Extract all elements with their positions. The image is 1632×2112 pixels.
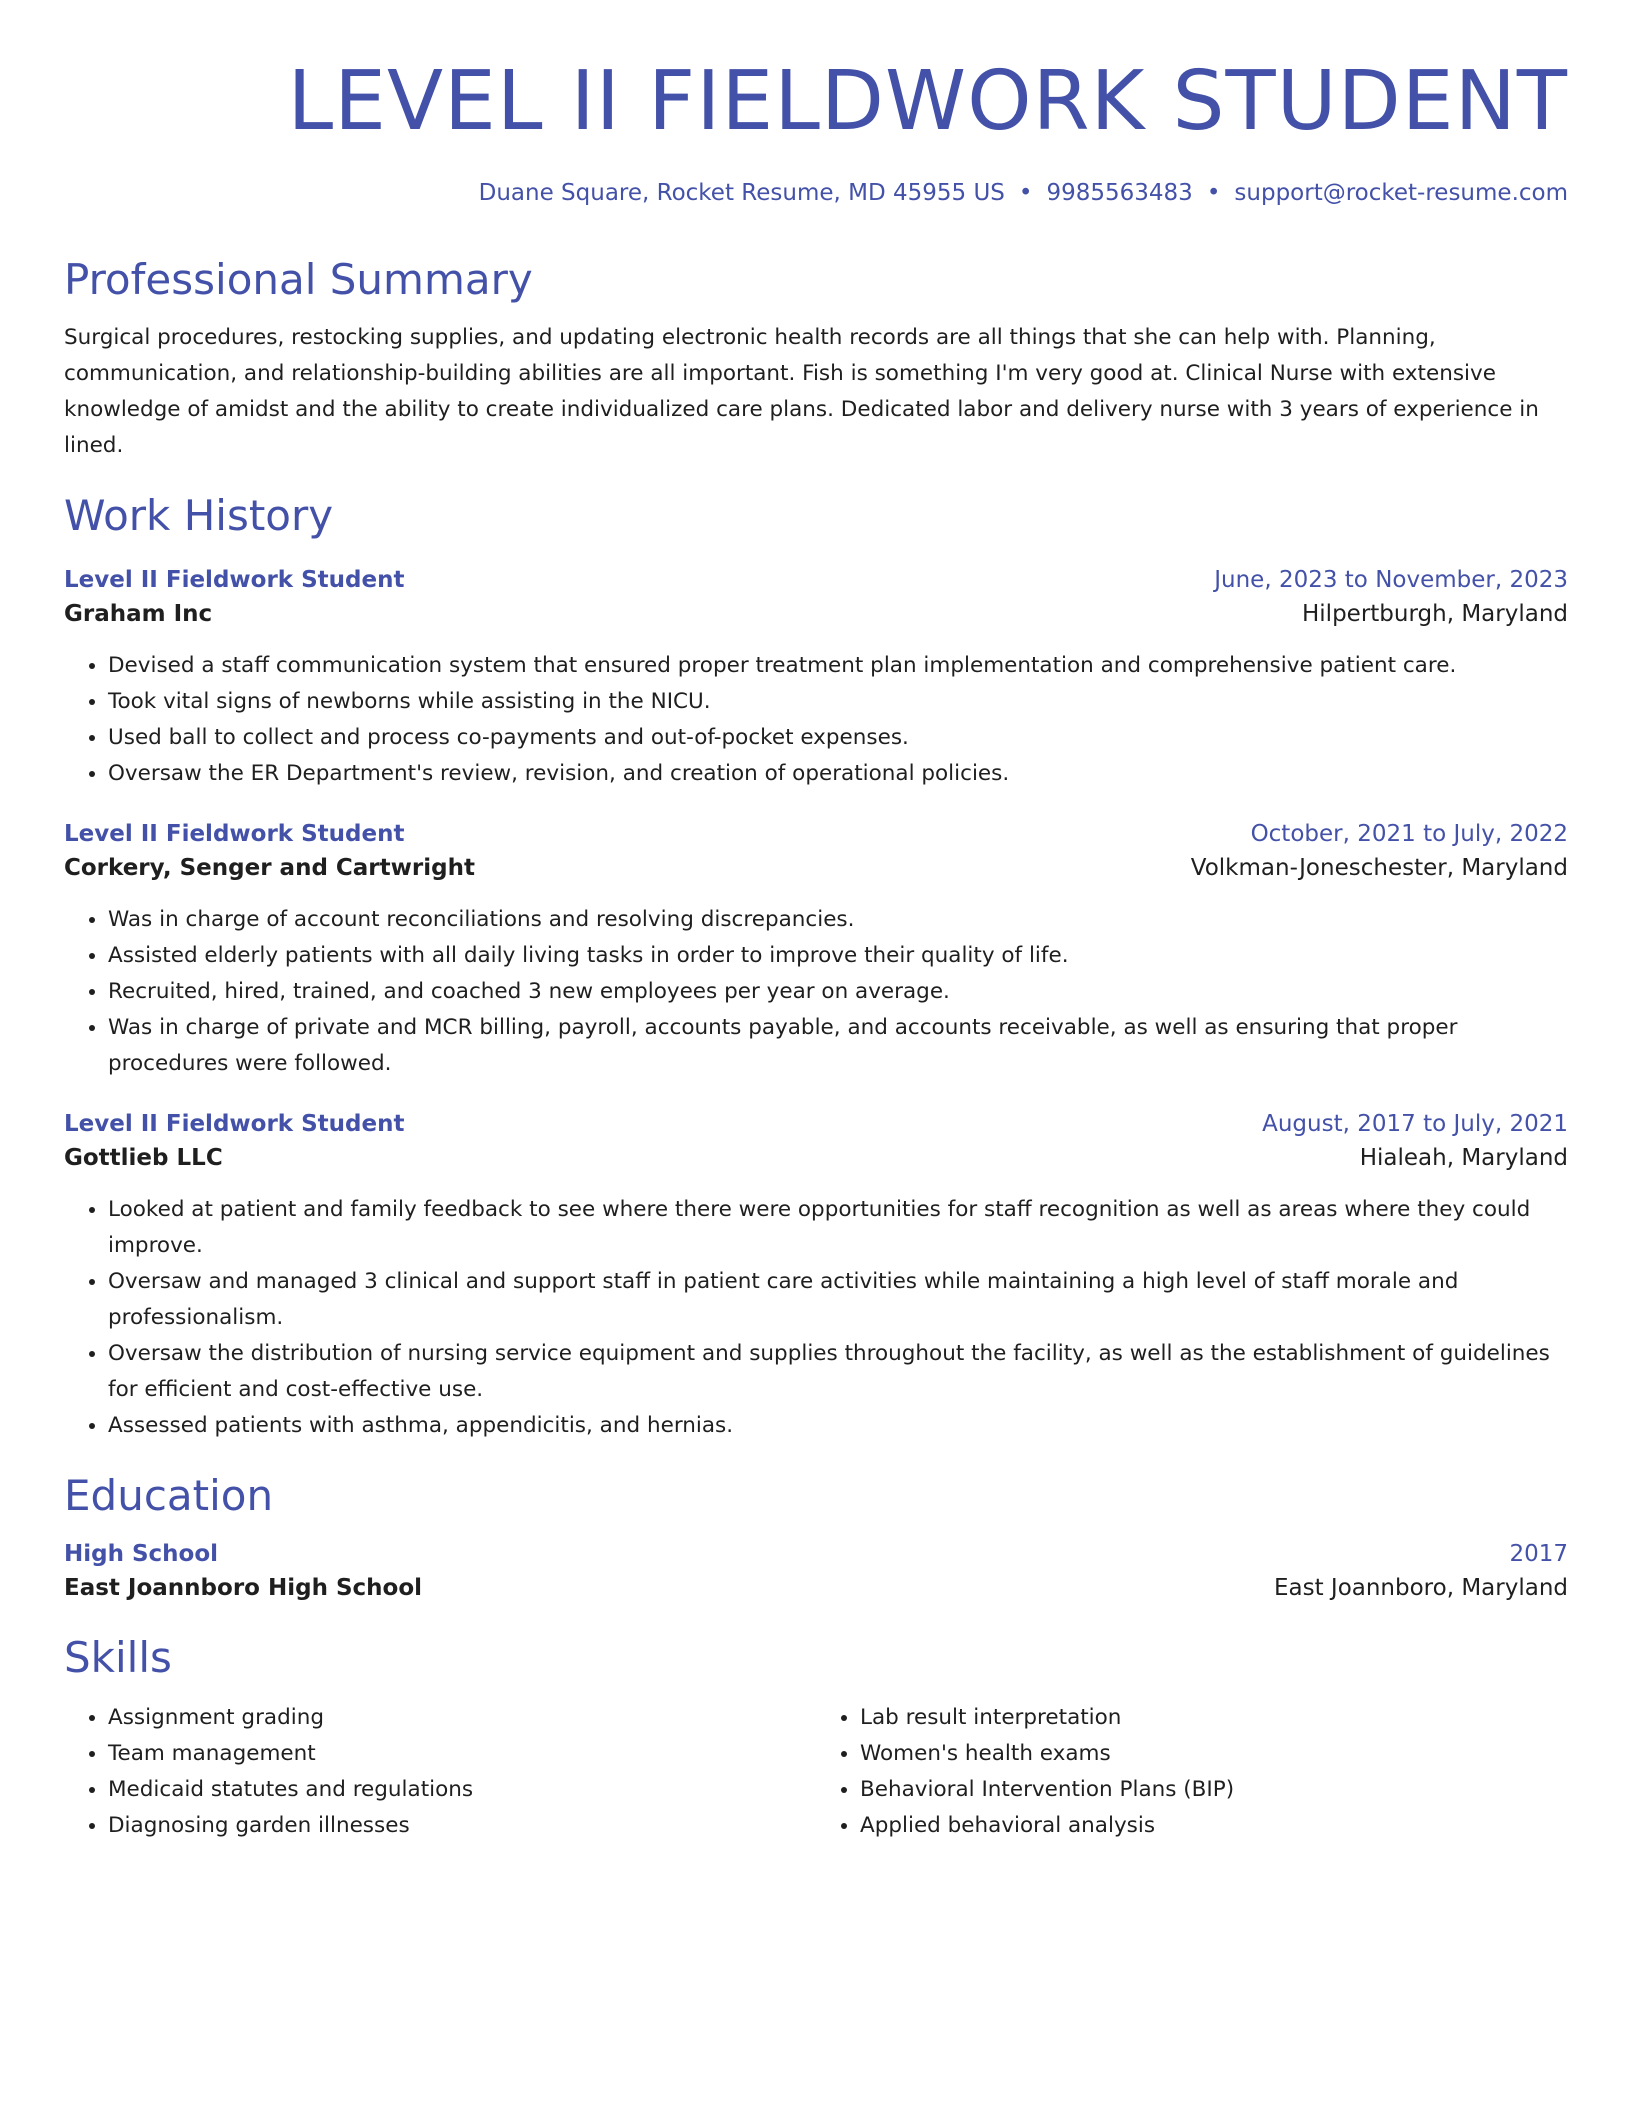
summary-heading: Professional Summary	[64, 255, 533, 304]
job-bullet: • Was in charge of account reconciliations and resolving discrepancies.	[108, 902, 1568, 938]
contact-separator: •	[1206, 180, 1221, 206]
job-bullet: • Looked at patient and family feedback to see where there were opportunities for staff recognition as well as areas where they could improve.	[108, 1192, 1568, 1264]
skill-item: • Diagnosing garden illnesses	[108, 1808, 816, 1844]
job-bullet: • Oversaw the ER Department's review, revision, and creation of operational policies.	[108, 756, 1568, 792]
skill-item: • Behavioral Intervention Plans (BIP)	[860, 1772, 1568, 1808]
job-bullet: • Was in charge of private and MCR billing, payroll, accounts payable, and accounts receivable, as well as ensuring that proper procedures were followed.	[108, 1010, 1568, 1082]
job-company: Gottlieb LLC	[64, 1145, 223, 1171]
skill-item: • Assignment grading	[108, 1700, 816, 1736]
skill-item: • Medicaid statutes and regulations	[108, 1772, 816, 1808]
summary-text: Surgical procedures, restocking supplies, and updating electronic health records are all things that she can help with. Planning, communication, and relationship-building abilities are all important. Fish is something I'm very good at. Clinical Nurse with extensive knowledge of amidst and the ability to create individualized care plans. Dedicated labor and delivery nurse with 3 years of experience in lined.	[64, 325, 1539, 458]
job-company: Graham Inc	[64, 601, 213, 627]
education-degree: High School	[64, 1541, 219, 1567]
education-school: East Joannboro High School	[64, 1575, 423, 1601]
resume-name: LEVEL II FIELDWORK STUDENT	[287, 54, 1568, 149]
contact-separator: •	[1018, 180, 1033, 206]
job-entry	[64, 818, 1568, 1082]
skills-heading: Skills	[64, 1633, 172, 1682]
job-bullet: • Devised a staff communication system that ensured proper treatment plan implementation and comprehensive patient care.	[108, 648, 1568, 684]
job-location: Volkman-Joneschester, Maryland	[1190, 855, 1568, 881]
job-entry	[64, 1108, 1568, 1444]
contact-address: Duane Square, Rocket Resume, MD 45955 US	[478, 180, 1005, 206]
job-bullet: • Assisted elderly patients with all daily living tasks in order to improve their quality of life.	[108, 938, 1568, 974]
job-role: Level II Fieldwork Student	[64, 821, 405, 847]
job-dates: August, 2017 to July, 2021	[1262, 1111, 1568, 1137]
education-heading: Education	[64, 1471, 274, 1520]
contact-email: support@rocket-resume.com	[1234, 180, 1568, 206]
skill-item: • Lab result interpretation	[860, 1700, 1568, 1736]
work-history-heading: Work History	[64, 491, 334, 540]
contact-phone: 9985563483	[1046, 180, 1193, 206]
job-company: Corkery, Senger and Cartwright	[64, 855, 475, 881]
job-bullet: • Oversaw and managed 3 clinical and support staff in patient care activities while maintaining a high level of staff morale and professionalism.	[108, 1264, 1568, 1336]
skill-item: • Applied behavioral analysis	[860, 1808, 1568, 1844]
job-role: Level II Fieldwork Student	[64, 1111, 405, 1137]
job-bullets	[64, 1192, 1568, 1444]
job-location: Hilpertburgh, Maryland	[1302, 601, 1568, 627]
job-location: Hialeah, Maryland	[1359, 1145, 1568, 1171]
job-bullet: • Used ball to collect and process co-payments and out-of-pocket expenses.	[108, 720, 1568, 756]
contact-line	[64, 178, 1568, 208]
skills-column-right	[816, 1700, 1568, 1844]
job-dates: October, 2021 to July, 2022	[1250, 821, 1568, 847]
skill-item: • Team management	[108, 1736, 816, 1772]
skill-item: • Women's health exams	[860, 1736, 1568, 1772]
education-entry	[64, 1538, 1568, 1606]
job-bullet: • Assessed patients with asthma, appendicitis, and hernias.	[108, 1408, 1568, 1444]
skills-grid	[64, 1700, 1568, 1844]
skills-column-left	[64, 1700, 816, 1844]
education-year: 2017	[1509, 1541, 1568, 1567]
job-bullets	[64, 902, 1568, 1082]
job-bullet: • Took vital signs of newborns while assisting in the NICU.	[108, 684, 1568, 720]
job-bullet: • Oversaw the distribution of nursing service equipment and supplies throughout the facility, as well as the establishment of guidelines for efficient and cost-effective use.	[108, 1336, 1568, 1408]
job-entry	[64, 564, 1568, 792]
job-dates: June, 2023 to November, 2023	[1214, 567, 1568, 593]
education-location: East Joannboro, Maryland	[1273, 1575, 1568, 1601]
job-role: Level II Fieldwork Student	[64, 567, 405, 593]
job-bullet: • Recruited, hired, trained, and coached 3 new employees per year on average.	[108, 974, 1568, 1010]
job-bullets	[64, 648, 1568, 792]
